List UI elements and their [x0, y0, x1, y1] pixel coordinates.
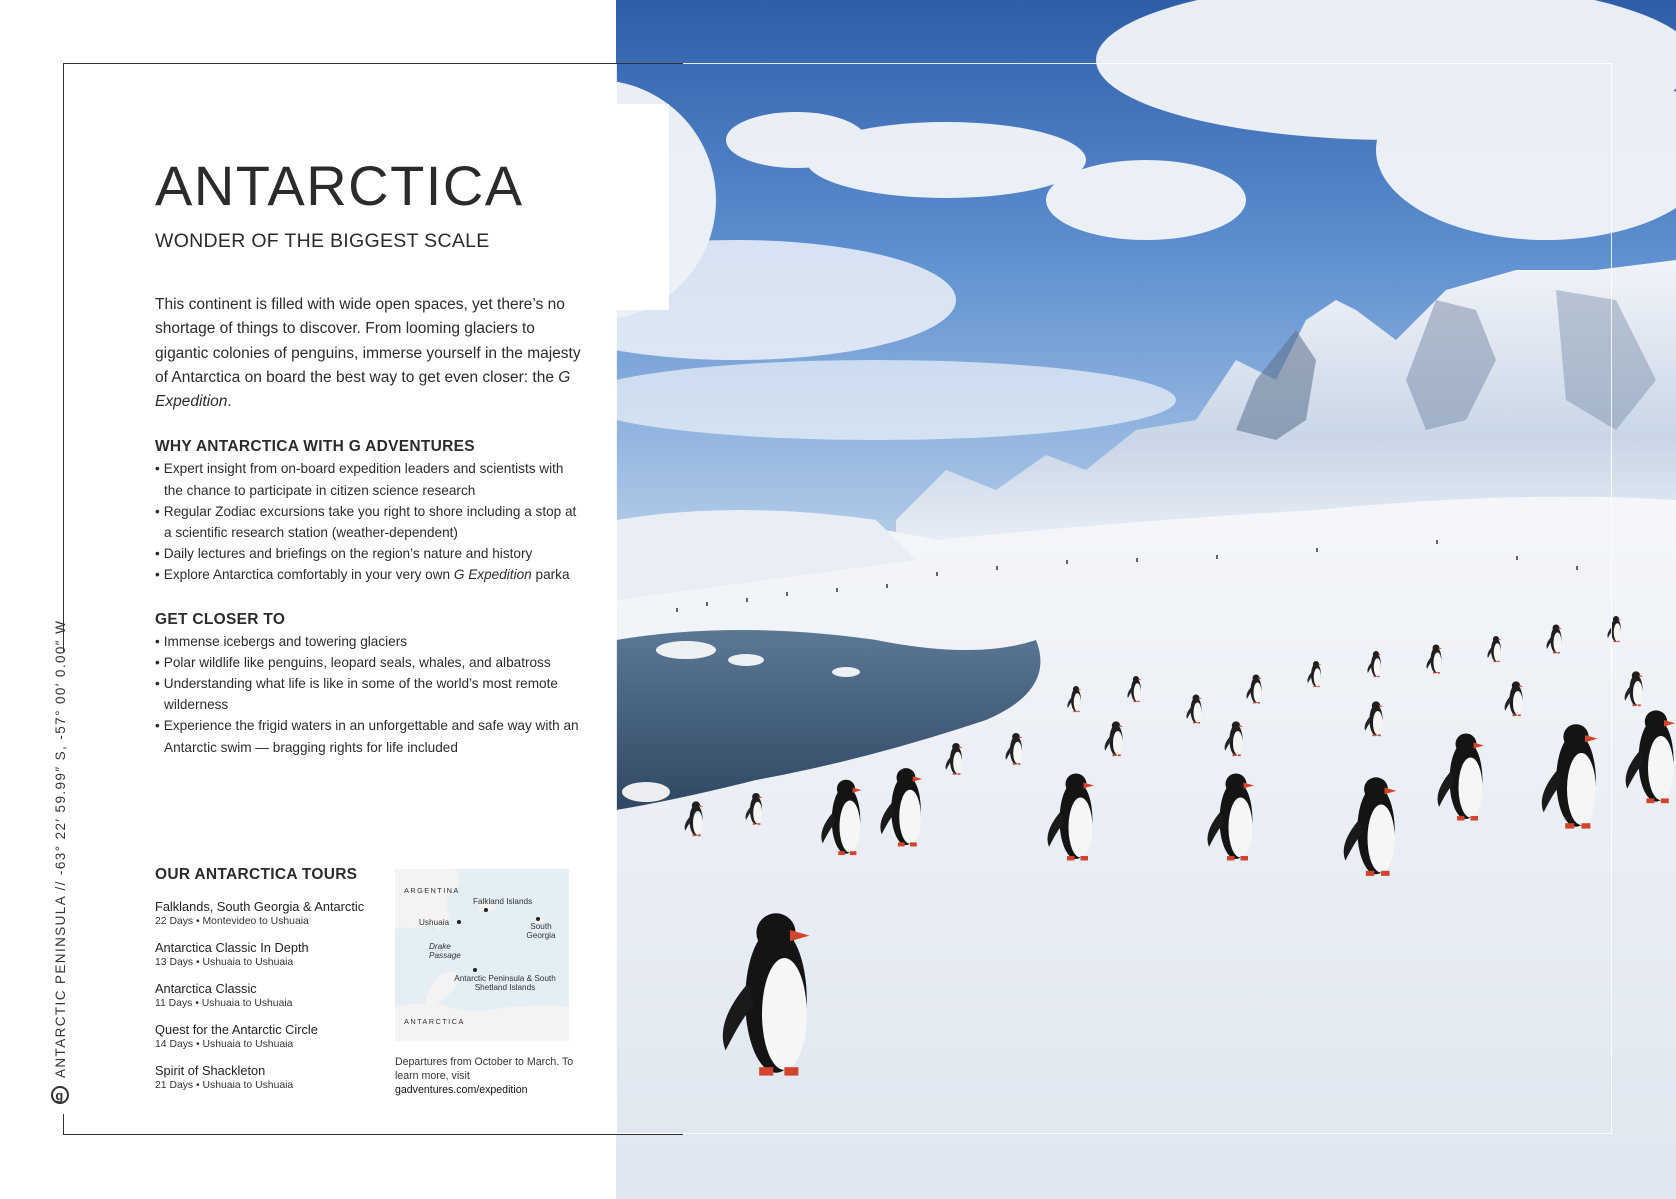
closer-heading: GET CLOSER TO	[155, 611, 286, 629]
list-item: • Understanding what life is like in some of the world’s most remote wilderness	[155, 673, 585, 715]
closer-list	[155, 631, 585, 758]
list-item-end: parka	[531, 566, 570, 582]
tour-name: Quest for the Antarctic Circle	[155, 1022, 318, 1037]
tour-meta: 22 Days • Montevideo to Ushuaia	[155, 916, 309, 927]
map-note-text: Departures from October to March. To learn more, visit	[395, 1056, 574, 1082]
tour-name: Antarctica Classic In Depth	[155, 940, 309, 955]
falklands-dot	[484, 908, 488, 912]
tour-name: Spirit of Shackleton	[155, 1063, 266, 1078]
tour-item[interactable]	[155, 981, 385, 1010]
tour-meta: 14 Days • Ushuaia to Ushuaia	[155, 1039, 294, 1050]
tours-heading: OUR ANTARCTICA TOURS	[155, 866, 358, 883]
route-map	[395, 869, 569, 1041]
tour-item[interactable]	[155, 1063, 385, 1092]
list-item: • Immense icebergs and towering glaciers	[155, 631, 585, 652]
tour-item[interactable]	[155, 899, 385, 928]
page-subtitle: WONDER OF THE BIGGEST SCALE	[155, 230, 490, 252]
penguin-colony-photo	[616, 0, 1676, 1199]
article-body	[155, 154, 585, 758]
photo-illustration	[616, 0, 1676, 1199]
list-item: • Polar wildlife like penguins, leopard seals, whales, and albatross	[155, 652, 585, 673]
map-label-ushuaia: Ushuaia	[419, 918, 450, 927]
tour-meta: 13 Days • Ushuaia to Ushuaia	[155, 957, 294, 968]
list-item	[155, 564, 585, 585]
list-item: • Expert insight from on-board expedition leaders and scientists with the chance to participate in citizen science research	[155, 458, 585, 500]
map-label-argentina: ARGENTINA	[404, 886, 460, 895]
page-title: ANTARCTICA	[155, 154, 524, 217]
list-item: • Regular Zodiac excursions take you right to shore including a stop at a scientific research station (weather-dependent)	[155, 501, 585, 543]
tour-meta: 11 Days • Ushuaia to Ushuaia	[155, 998, 293, 1009]
intro-italic: G Expedition	[155, 368, 571, 411]
intro-text: This continent is filled with wide open spaces, yet there’s no shortage of things to discover. From looming glaciers to gigantic colonies of penguins, immerse yourself in the majesty of Antarctica on board the best way to get even closer: the	[155, 296, 581, 386]
location-side-label	[51, 620, 69, 1104]
tour-item[interactable]	[155, 1022, 385, 1051]
map-label-peninsula: Antarctic Peninsula & South Shetland Islands	[454, 974, 556, 992]
south-georgia-dot	[536, 917, 540, 921]
peninsula-dot	[473, 968, 477, 972]
list-item-italic: G Expedition	[453, 566, 532, 582]
map-note	[395, 1055, 575, 1097]
map-label-falklands: Falkland Islands	[473, 897, 533, 906]
list-item: • Daily lectures and briefings on the region’s nature and history	[155, 543, 585, 564]
tour-name: Antarctica Classic	[155, 981, 257, 996]
tour-meta: 21 Days • Ushuaia to Ushuaia	[155, 1080, 294, 1091]
intro-paragraph	[155, 293, 585, 414]
intro-end: .	[227, 393, 232, 411]
why-heading: WHY ANTARCTICA WITH G ADVENTURES	[155, 438, 475, 456]
g-adventures-logo-icon: g	[51, 1086, 69, 1104]
tour-name: Falklands, South Georgia & Antarctic	[155, 899, 365, 914]
ushuaia-dot	[457, 920, 461, 924]
expedition-link[interactable]: gadventures.com/expedition	[395, 1084, 528, 1096]
map-label-antarctica: ANTARCTICA	[404, 1017, 465, 1026]
coordinates-text: ANTARCTIC PENINSULA // -63° 22′ 59.99″ S, -57° 00′ 0.00″ W	[52, 619, 68, 1078]
map-label-drake-passage: Drake Passage	[429, 942, 461, 960]
map-label-south-georgia: South Georgia	[526, 922, 556, 940]
tours-list	[155, 899, 385, 1104]
tour-item[interactable]	[155, 940, 385, 969]
why-list	[155, 458, 585, 585]
list-item-text: Explore Antarctica comfortably in your very own	[163, 566, 454, 582]
list-item: • Experience the frigid waters in an unforgettable and safe way with an Antarctic swim — bragging rights for life included	[155, 715, 585, 757]
